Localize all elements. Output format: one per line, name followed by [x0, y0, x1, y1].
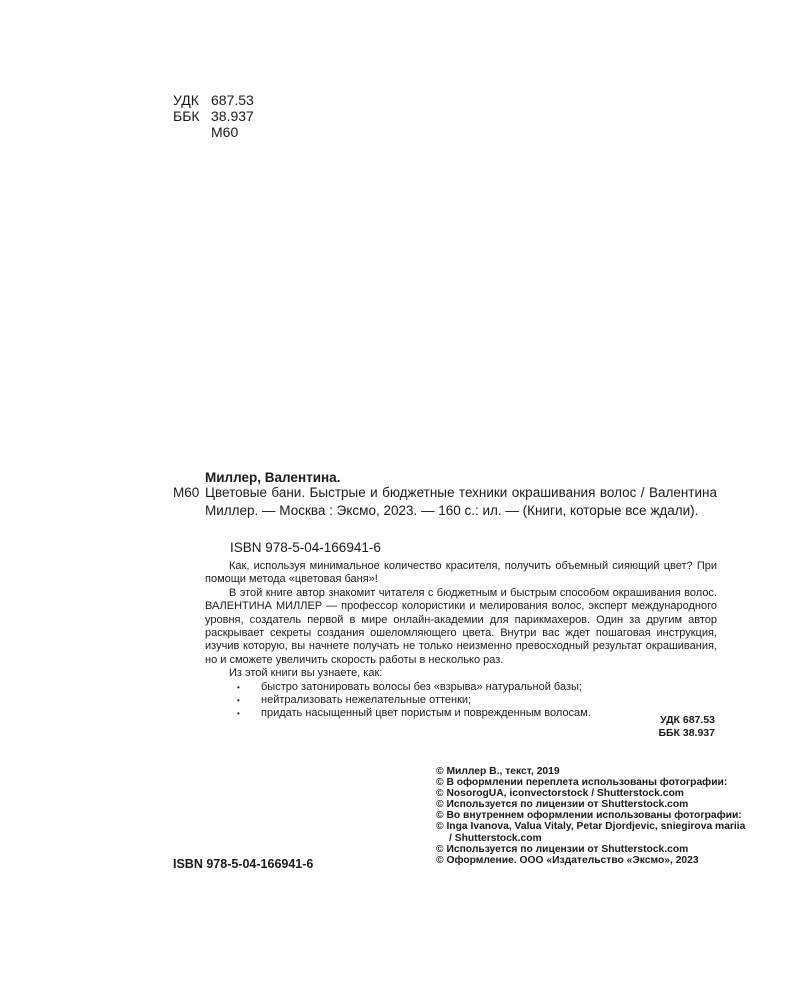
copyright-line: © Миллер В., текст, 2019: [436, 766, 560, 777]
udk-bottom: УДК 687.53: [660, 714, 715, 726]
list-item: • придать насыщенный цвет пористым и поврежденным волосам.: [205, 707, 717, 720]
copyright-line: © Используется по лицензии от Shutterstock.com: [436, 799, 689, 811]
author-heading: Миллер, Валентина.: [205, 470, 341, 485]
copyright-line: / Shutterstock.com: [449, 832, 542, 844]
annotation-paragraph-1: Как, используя минимальное количество красителя, получить объемный сияющий цвет? При помощи метода «цветовая баня»!: [205, 560, 717, 586]
classification-codes-bottom: [658, 714, 715, 740]
bbk-bottom: ББК 38.937: [658, 727, 715, 739]
copyright-block: [436, 766, 745, 866]
bbk-row: [173, 108, 254, 124]
udk-label: УДК: [173, 92, 199, 108]
copyright-line: © Во внутреннем оформлении использованы фотографии:: [436, 810, 742, 822]
author-mark-row: [173, 124, 254, 140]
annotation-paragraph-3: Из этой книги вы узнаете, как:: [229, 667, 383, 680]
classification-block: [173, 92, 254, 140]
bbk-label: ББК: [173, 108, 200, 124]
udk-row: [173, 92, 254, 108]
isbn-bottom: ISBN 978-5-04-166941-6: [173, 857, 314, 871]
annotation-bullet-list: [205, 681, 717, 721]
bibliographic-description: Цветовые бани. Быстрые и бюджетные техники окрашивания волос / Валентина Миллер. — Москва : Эксмо, 2023. — 160 с.: ил. — (Книги, которые все ждали).: [205, 485, 717, 518]
copyright-line: © В оформлении переплета использованы фотографии:: [436, 777, 728, 789]
isbn-top: ISBN 978-5-04-166941-6: [230, 540, 381, 555]
annotation-paragraph-2: В этой книге автор знакомит читателя с бюджетным и быстрым способом окрашивания волос. ВАЛЕНТИНА МИЛЛЕР — профессор колористики и мелирования волос, эксперт международного уровня, создатель первой в мире онлайн-академии для парикмахеров. Один за другим автор раскрывает секреты создания ошеломляющего цвета. Внутри вас ждет пошаговая инструкция, изучив которую, вы начнете получать не только неизменно превосходный результат окрашивания, но и сможете увеличить скорость работы в несколько раз.: [205, 586, 717, 666]
list-item: • нейтрализовать нежелательные оттенки;: [205, 694, 717, 707]
bibliographic-mark: М60: [173, 485, 200, 500]
copyright-line: © NosorogUA, iconvectorstock / Shutterstock.com: [436, 788, 684, 800]
copyright-line: © Используется по лицензии от Shutterstock.com: [436, 843, 689, 855]
list-item: • быстро затонировать волосы без «взрыва» натуральной базы;: [205, 681, 717, 694]
copyright-line: © Оформление. ООО «Издательство «Эксмо», 2023: [436, 854, 699, 866]
copyright-line: © Inga Ivanova, Valua Vitaly, Petar Djordjevic, sniegirova mariia: [436, 821, 746, 833]
author-mark: М60: [211, 124, 239, 140]
udk-value: 687.53: [211, 92, 254, 108]
annotation: [205, 560, 717, 721]
bbk-value: 38.937: [211, 108, 254, 124]
